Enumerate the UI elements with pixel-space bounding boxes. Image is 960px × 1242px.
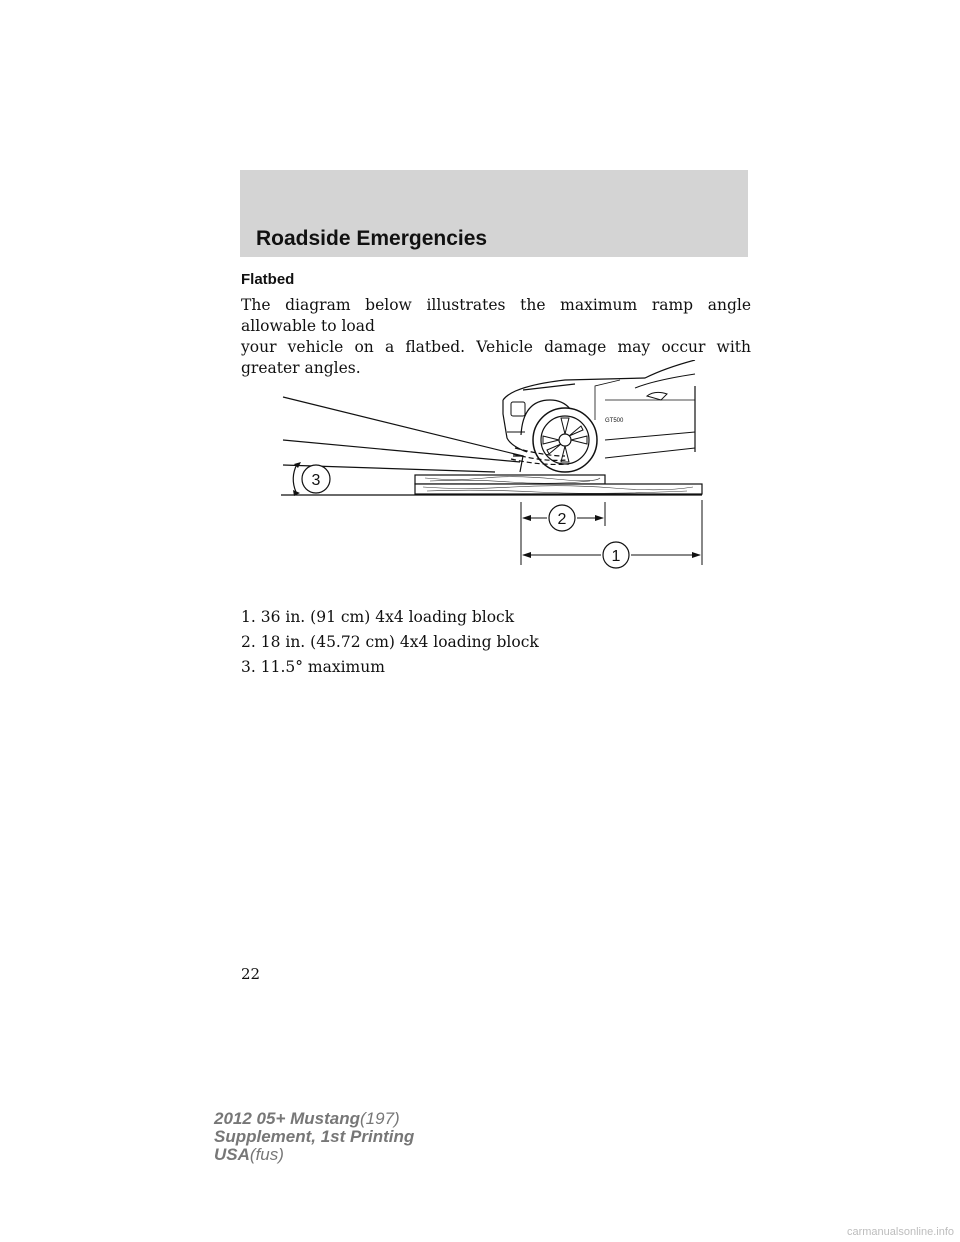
dim-1-arrow-left (522, 552, 531, 558)
legend-item-2: 2. 18 in. (45.72 cm) 4x4 loading block (241, 633, 539, 651)
callout-2-label: 2 (557, 511, 567, 528)
callout-1-label: 1 (611, 548, 621, 565)
legend-item-1: 1. 36 in. (91 cm) 4x4 loading block (241, 608, 515, 626)
intro-line-2: your vehicle on a flatbed. Vehicle damage may occur with greater angles. (241, 338, 751, 377)
watermark[interactable]: carmanualsonline.info (846, 1226, 954, 1238)
section-header-band (240, 170, 748, 257)
footer-code: (197) (360, 1109, 400, 1128)
footer-line-1 (214, 1110, 414, 1128)
footer-line-3 (214, 1146, 414, 1164)
vehicle-front (503, 360, 695, 458)
ramp-upper-edge (283, 397, 523, 456)
loading-block-36in (415, 484, 702, 494)
loading-block-18in (415, 475, 605, 484)
ramp-end (513, 456, 523, 472)
subsection-title: Flatbed (241, 271, 295, 288)
ramp-lower-edge (283, 440, 520, 462)
intro-line-1: The diagram below illustrates the maximum ramp angle allowable to load (241, 296, 751, 335)
footer-line-2: Supplement, 1st Printing (214, 1127, 415, 1146)
section-header-title: Roadside Emergencies (256, 227, 488, 250)
callout-3-label: 3 (311, 472, 321, 489)
footer-market-code: (fus) (249, 1145, 284, 1164)
diagram-legend (241, 605, 539, 680)
print-footer (214, 1110, 414, 1164)
flatbed-ramp-diagram (275, 360, 715, 570)
front-wheel (533, 408, 597, 472)
footer-market: USA (214, 1145, 250, 1164)
angle-arc (293, 464, 297, 492)
badge-text: GT500 (605, 418, 624, 424)
page-number: 22 (241, 965, 261, 983)
legend-item-3: 3. 11.5° maximum (241, 658, 385, 676)
dim-2-arrow-left (522, 515, 531, 521)
dim-1-arrow-right (692, 552, 701, 558)
dim-2-arrow-right (595, 515, 604, 521)
footer-model: 2012 05+ Mustang (214, 1109, 360, 1128)
